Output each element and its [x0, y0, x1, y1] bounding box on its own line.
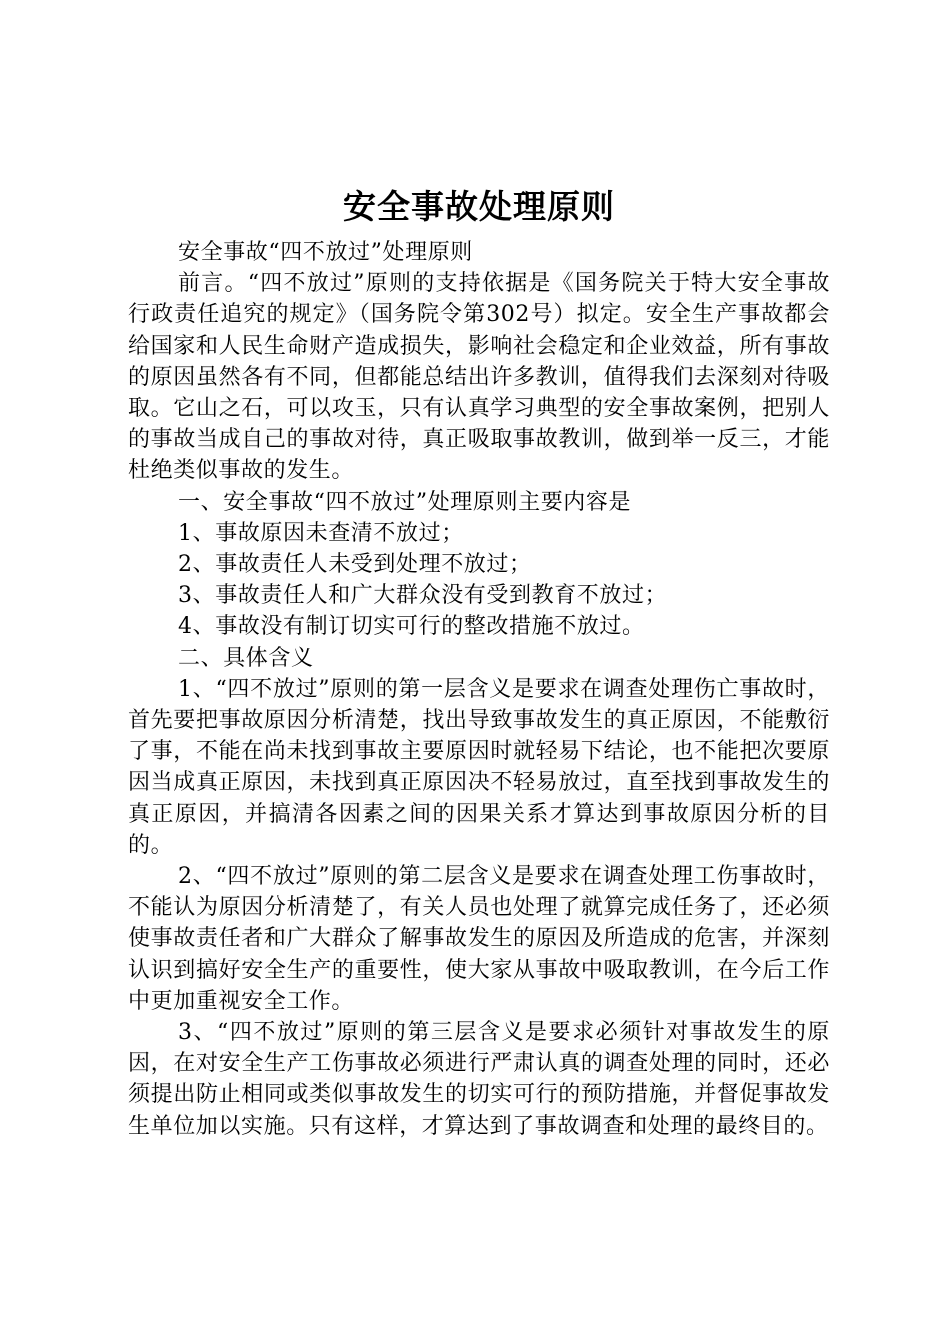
list-item: 3、事故责任人和广大群众没有受到教育不放过； [178, 583, 668, 609]
list-item: 1、事故原因未查清不放过； [178, 520, 464, 546]
section-heading-meaning: 二、具体含义 [178, 645, 314, 671]
meaning-paragraph-1: 1、“四不放过”原则的第一层含义是要求在调查处理伤亡事故时，首先要把事故原因分析清楚，找出导致事故发生的真正原因，不能敷衍了事，不能在尚未找到事故主要原因时就轻易下结论，也不能把次要原因当成真正原因，未找到真正原因决不轻易放过，直至找到事故发生的真正原因，并搞清各因素之间的因果关系才算达到事故原因分析的目的。 [128, 676, 830, 858]
meaning-paragraph-2: 2、“四不放过”原则的第二层含义是要求在调查处理工伤事故时，不能认为原因分析清楚了，有关人员也处理了就算完成任务了，还必须使事故责任者和广大群众了解事故发生的原因及所造成的危害，并深刻认识到搞好安全生产的重要性，使大家从事故中吸取教训，在今后工作中更加重视安全工作。 [128, 864, 830, 1014]
document-page [128, 185, 830, 1142]
meaning-paragraph-3: 3、“四不放过”原则的第三层含义是要求必须针对事故发生的原因，在对安全生产工伤事故必须进行严肃认真的调查处理的同时，还必须提出防止相同或类似事故发生的切实可行的预防措施，并督促事故发生单位加以实施。只有这样，才算达到了事故调查和处理的最终目的。 [128, 1020, 830, 1139]
list-item: 2、事故责任人未受到处理不放过； [178, 552, 532, 578]
preface-paragraph: 前言。“四不放过”原则的支持依据是《国务院关于特大安全事故行政责任追究的规定》（国务院令第302号）拟定。安全生产事故都会给国家和人民生命财产造成损失，影响社会稳定和企业效益，所有事故的原因虽然各有不同，但都能总结出许多教训，值得我们去深刻对待吸取。它山之石，可以攻玉，只有认真学习典型的安全事故案例，把别人的事故当成自己的事故对待，真正吸取事故教训，做到举一反三，才能杜绝类似事故的发生。 [128, 271, 830, 484]
list-item: 4、事故没有制订切实可行的整改措施不放过。 [178, 614, 645, 640]
section-heading-main-content: 一、安全事故“四不放过”处理原则主要内容是 [178, 489, 632, 515]
subtitle-paragraph: 安全事故“四不放过”处理原则 [178, 240, 473, 265]
document-title: 安全事故处理原则 [343, 187, 615, 226]
